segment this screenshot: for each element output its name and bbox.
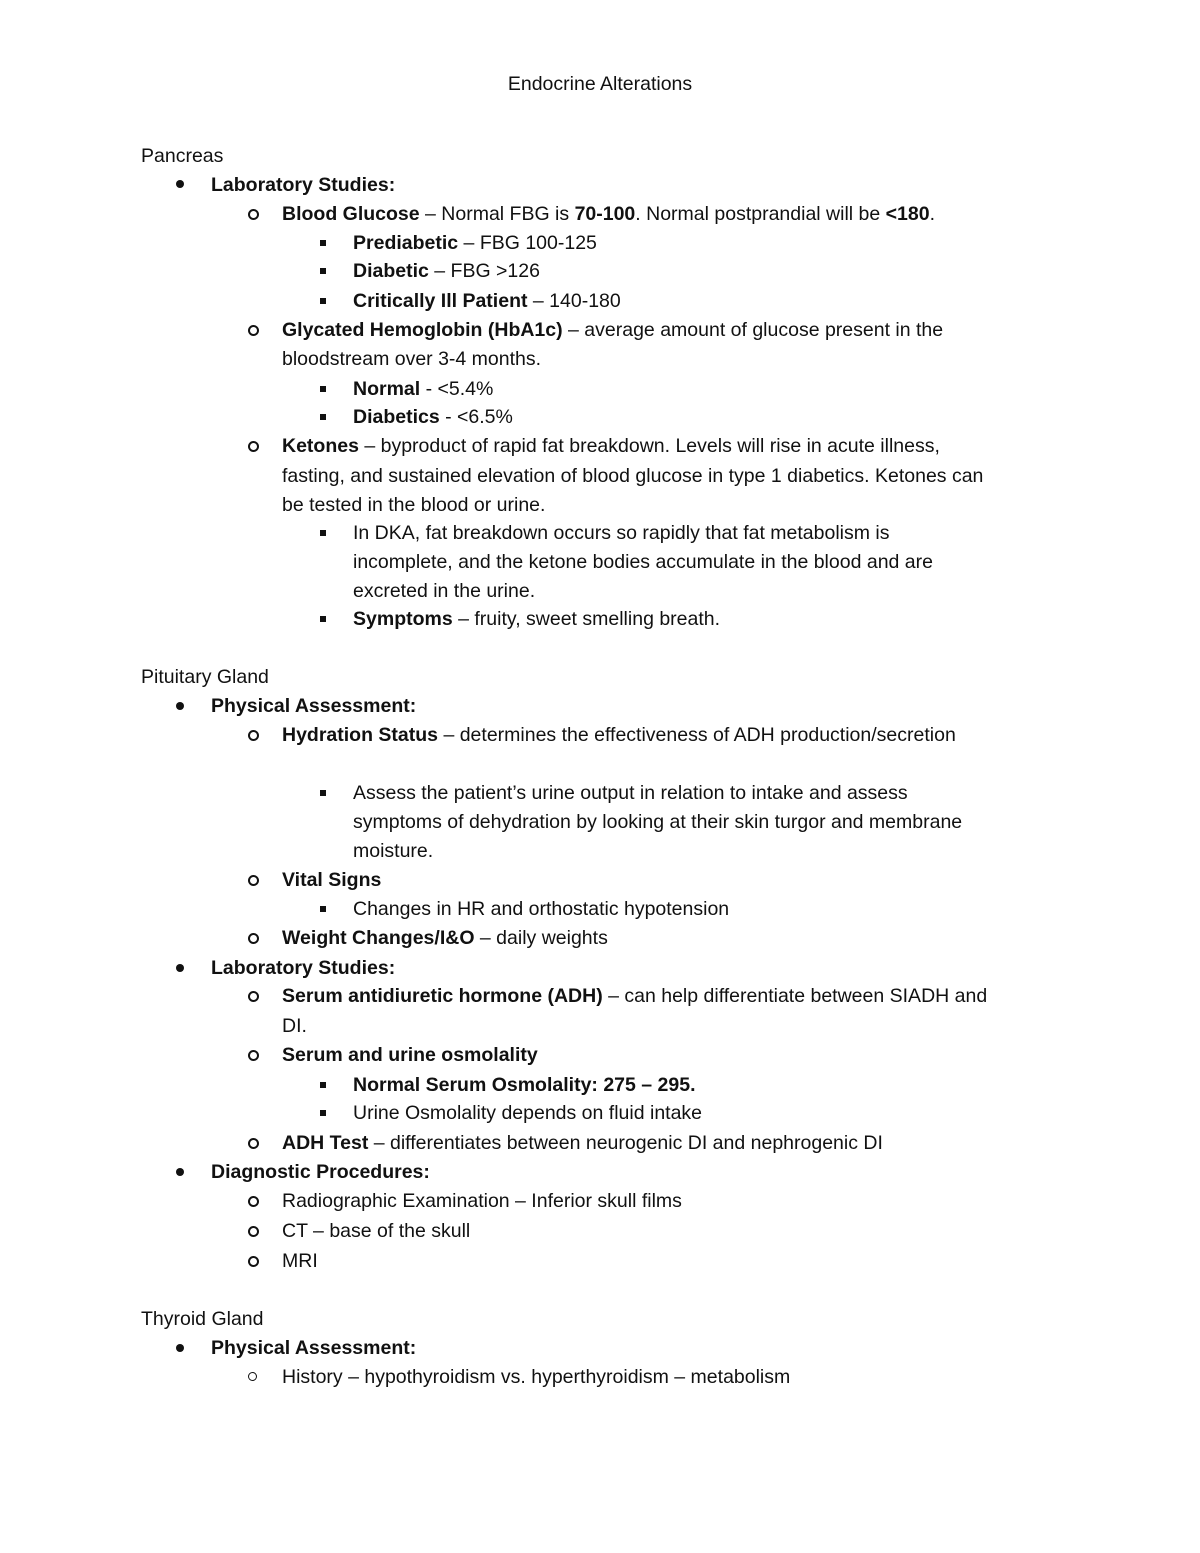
circle-bullet-icon: [247, 1049, 259, 1061]
circle-bullet-icon: [247, 1371, 259, 1383]
ketones-item-continued: fasting, and sustained elevation of blood glucose in type 1 diabetics. Ketones can: [282, 465, 984, 487]
pituitary-physical-heading: Physical Assessment:: [211, 695, 417, 717]
prediabetic-item: Prediabetic – FBG 100-125: [353, 232, 597, 254]
circle-bullet-icon: [247, 1255, 259, 1267]
urine-osmolality-item: Urine Osmolality depends on fluid intake: [353, 1102, 703, 1124]
weight-changes-item: Weight Changes/I&O – daily weights: [282, 927, 608, 949]
radiographic-item: Radiographic Examination – Inferior skull films: [282, 1190, 682, 1212]
square-bullet-icon: [317, 295, 329, 307]
bullet-icon: [174, 962, 186, 974]
ketones-item-continued: be tested in the blood or urine.: [282, 494, 546, 516]
dka-item-continued: excreted in the urine.: [353, 580, 536, 602]
bullet-icon: [174, 1166, 186, 1178]
dka-item-continued: incomplete, and the ketone bodies accumulate in the blood and are: [353, 551, 933, 573]
serum-adh-item-continued: DI.: [282, 1015, 307, 1037]
circle-bullet-icon: [247, 990, 259, 1002]
circle-bullet-icon: [247, 729, 259, 741]
pancreas-lab-heading: Laboratory Studies:: [211, 174, 396, 196]
hr-item: Changes in HR and orthostatic hypotension: [353, 898, 730, 920]
dka-item: In DKA, fat breakdown occurs so rapidly that fat metabolism is: [353, 522, 890, 544]
square-bullet-icon: [317, 613, 329, 625]
diabetic-item: Diabetic – FBG >126: [353, 260, 540, 282]
hydration-status-item: Hydration Status – determines the effectiveness of ADH production/secretion: [282, 724, 956, 746]
square-bullet-icon: [317, 411, 329, 423]
document-title: Endocrine Alterations: [507, 73, 693, 95]
pituitary-lab-heading: Laboratory Studies:: [211, 957, 396, 979]
circle-bullet-icon: [247, 874, 259, 886]
adh-test-item: ADH Test – differentiates between neurogenic DI and nephrogenic DI: [282, 1132, 883, 1154]
assess-item-continued: symptoms of dehydration by looking at their skin turgor and membrane: [353, 811, 963, 833]
square-bullet-icon: [317, 383, 329, 395]
square-bullet-icon: [317, 903, 329, 915]
hba1c-normal-item: Normal - <5.4%: [353, 378, 494, 400]
serum-adh-item: Serum antidiuretic hormone (ADH) – can help differentiate between SIADH and: [282, 985, 988, 1007]
assess-item: Assess the patient’s urine output in relation to intake and assess: [353, 782, 908, 804]
hba1c-diabetics-item: Diabetics - <6.5%: [353, 406, 513, 428]
history-item: History – hypothyroidism vs. hyperthyroidism – metabolism: [282, 1366, 791, 1388]
section-heading-pancreas: Pancreas: [141, 145, 224, 167]
critically-ill-item: Critically Ill Patient – 140-180: [353, 290, 621, 312]
diagnostic-procedures-heading: Diagnostic Procedures:: [211, 1161, 430, 1183]
hba1c-item-continued: bloodstream over 3-4 months.: [282, 348, 542, 370]
square-bullet-icon: [317, 527, 329, 539]
ketones-item: Ketones – byproduct of rapid fat breakdown. Levels will rise in acute illness,: [282, 435, 940, 457]
square-bullet-icon: [317, 237, 329, 249]
bullet-icon: [174, 1342, 186, 1354]
circle-bullet-icon: [247, 1195, 259, 1207]
square-bullet-icon: [317, 1107, 329, 1119]
thyroid-physical-heading: Physical Assessment:: [211, 1337, 417, 1359]
symptoms-item: Symptoms – fruity, sweet smelling breath.: [353, 608, 721, 630]
bullet-icon: [174, 700, 186, 712]
section-heading-pituitary: Pituitary Gland: [141, 666, 269, 688]
circle-bullet-icon: [247, 208, 259, 220]
section-heading-thyroid: Thyroid Gland: [141, 1308, 264, 1330]
blood-glucose-item: Blood Glucose – Normal FBG is 70-100. Normal postprandial will be <180.: [282, 203, 935, 225]
circle-bullet-icon: [247, 440, 259, 452]
bullet-icon: [174, 178, 186, 190]
normal-serum-osmolality-item: Normal Serum Osmolality: 275 – 295.: [353, 1074, 696, 1096]
mri-item: MRI: [282, 1250, 318, 1272]
circle-bullet-icon: [247, 932, 259, 944]
square-bullet-icon: [317, 787, 329, 799]
square-bullet-icon: [317, 265, 329, 277]
square-bullet-icon: [317, 1079, 329, 1091]
osmolality-item: Serum and urine osmolality: [282, 1044, 538, 1066]
assess-item-continued: moisture.: [353, 840, 434, 862]
hba1c-item: Glycated Hemoglobin (HbA1c) – average amount of glucose present in the: [282, 319, 944, 341]
ct-item: CT – base of the skull: [282, 1220, 471, 1242]
circle-bullet-icon: [247, 324, 259, 336]
vital-signs-item: Vital Signs: [282, 869, 382, 891]
circle-bullet-icon: [247, 1225, 259, 1237]
circle-bullet-icon: [247, 1137, 259, 1149]
